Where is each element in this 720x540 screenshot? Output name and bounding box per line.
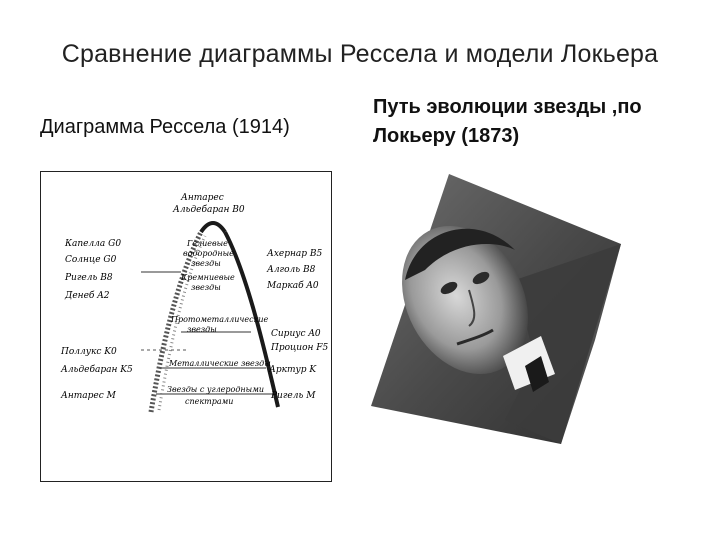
label-inner-2: водородные — [183, 249, 234, 258]
label-left-1: Капелла G0 — [65, 239, 122, 249]
label-left-2: Солнце G0 — [65, 255, 117, 265]
label-right-4: Сириус A0 — [271, 329, 321, 339]
label-left-6: Альдебаран K5 — [61, 365, 133, 375]
label-left-4: Денеб A2 — [65, 291, 110, 301]
label-inner-8: Металлические звезды — [169, 359, 271, 368]
right-caption — [373, 93, 693, 151]
label-right-5: Процион F5 — [271, 343, 329, 353]
label-inner-1: Гелиевые — [187, 239, 228, 248]
left-caption: Диаграмма Рессела (1914) — [40, 116, 290, 138]
label-inner-3: звезды — [191, 259, 221, 268]
russell-diagram — [40, 171, 332, 482]
label-top-2: Альдебаран B0 — [173, 205, 245, 215]
label-right-7: Ригель M — [271, 391, 316, 401]
label-top-1: Антарес — [181, 193, 224, 203]
label-inner-5: звезды — [191, 283, 221, 292]
portrait-photo-icon — [365, 160, 705, 480]
label-inner-4: Кремниевые — [181, 273, 235, 282]
label-left-7: Антарес M — [61, 391, 116, 401]
label-inner-6: Протометаллические — [171, 315, 269, 324]
label-right-2: Алголь B8 — [267, 265, 316, 275]
right-caption-line-2: Локьеру (1873) — [373, 125, 520, 147]
label-right-6: Арктур K — [269, 365, 317, 375]
curve-peak — [201, 223, 225, 232]
slide-title: Сравнение диаграммы Рессела и модели Локьера — [61, 40, 659, 68]
russell-diagram-drawing — [41, 172, 332, 482]
right-caption-line-1: Путь эволюции звезды ,по — [373, 96, 642, 118]
label-left-5: Поллукс K0 — [61, 347, 117, 357]
label-inner-10: спектрами — [185, 397, 234, 406]
portrait-photo-frame — [365, 160, 657, 470]
label-right-3: Маркаб A0 — [267, 281, 319, 291]
label-right-1: Ахернар B5 — [267, 249, 323, 259]
label-inner-9: Звезды с углеродными — [167, 385, 264, 394]
label-left-3: Ригель B8 — [65, 273, 113, 283]
label-inner-7: звезды — [187, 325, 217, 334]
